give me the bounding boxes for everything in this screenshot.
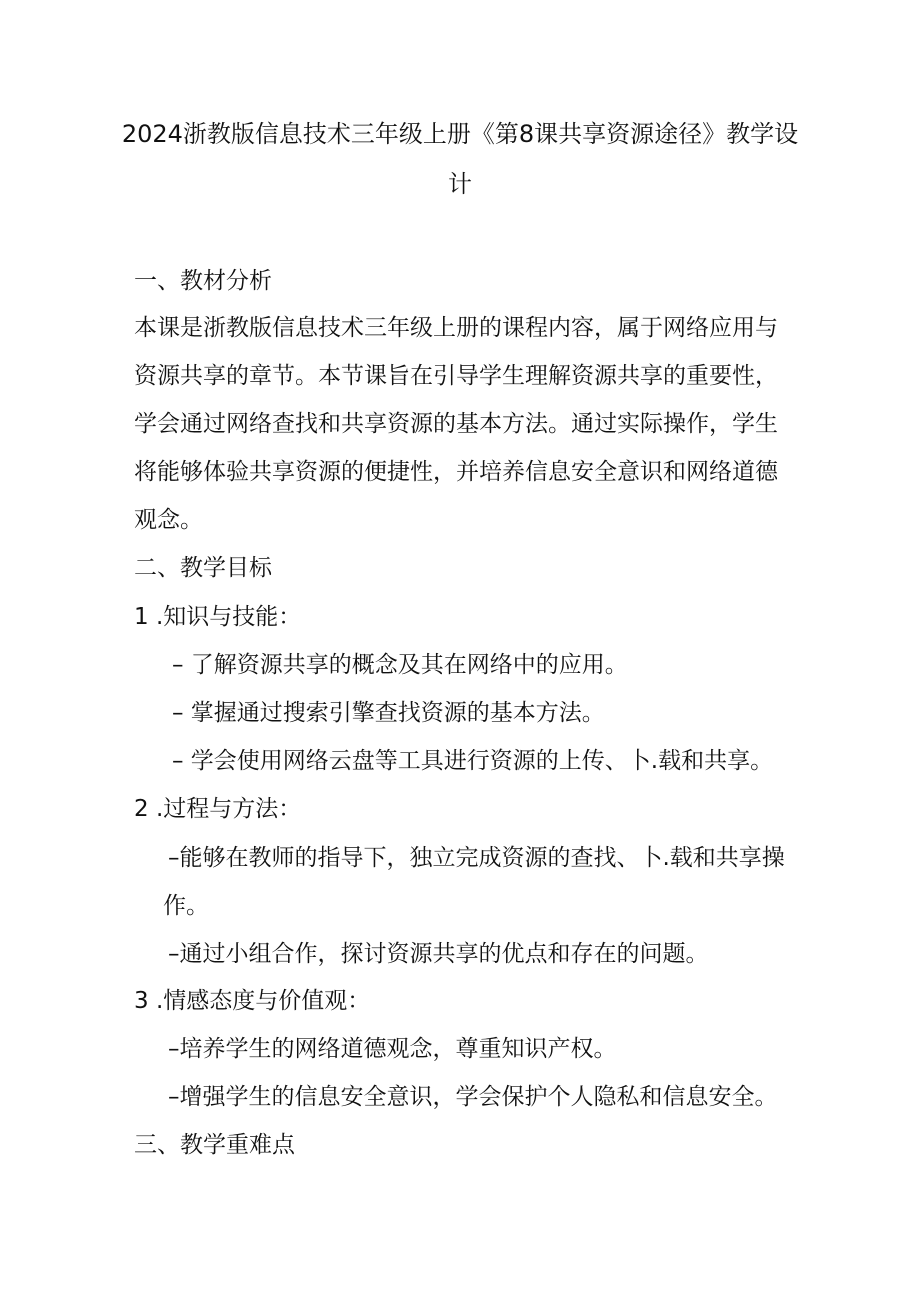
goal-1-item-1: – 了解资源共享的概念及其在网络中的应用。 xyxy=(172,652,628,678)
paragraph-line-3: 学会通过网络查找和共享资源的基本方法。通过实际操作，学生 xyxy=(134,411,778,437)
paragraph-line-1: 本课是浙教版信息技术三年级上册的课程内容，属于网络应用与 xyxy=(134,315,778,341)
goal-3-item-1: –培养学生的网络道德观念，尊重知识产权。 xyxy=(168,1036,617,1062)
goal-title-2: 2 .过程与方法： xyxy=(134,796,302,822)
goal-3-item-2: –增强学生的信息安全意识，学会保护个人隐私和信息安全。 xyxy=(168,1084,778,1110)
section-heading-2: 二、教学目标 xyxy=(134,555,272,581)
goal-1-item-3: – 学会使用网络云盘等工具进行资源的上传、卜.载和共享。 xyxy=(172,748,774,774)
section-heading-1: 一、教材分析 xyxy=(134,268,272,294)
paragraph-line-5: 观念。 xyxy=(134,507,203,533)
paragraph-line-4: 将能够体验共享资源的便捷性，并培养信息安全意识和网络道德 xyxy=(134,459,778,485)
document-title-line-2: 计 xyxy=(448,170,472,198)
section-heading-3: 三、教学重难点 xyxy=(134,1132,295,1158)
goal-2-item-2: –通过小组合作，探讨资源共享的优点和存在的问题。 xyxy=(168,941,709,967)
document-title-line-1: 2024浙教版信息技术三年级上册《第8课共享资源途径》教学设 xyxy=(121,120,799,148)
goal-2-item-1: –能够在教师的指导下，独立完成资源的查找、卜.载和共享操 xyxy=(168,845,785,871)
goal-title-1: 1 .知识与技能： xyxy=(134,604,302,630)
goal-2-item-1-continued: 作。 xyxy=(163,893,209,919)
goal-title-3: 3 .情感态度与价值观： xyxy=(134,988,371,1014)
paragraph-line-2: 资源共享的章节。本节课旨在引导学生理解资源共享的重要性， xyxy=(134,363,778,389)
goal-1-item-2: – 掌握通过搜索引擎查找资源的基本方法。 xyxy=(172,700,605,726)
